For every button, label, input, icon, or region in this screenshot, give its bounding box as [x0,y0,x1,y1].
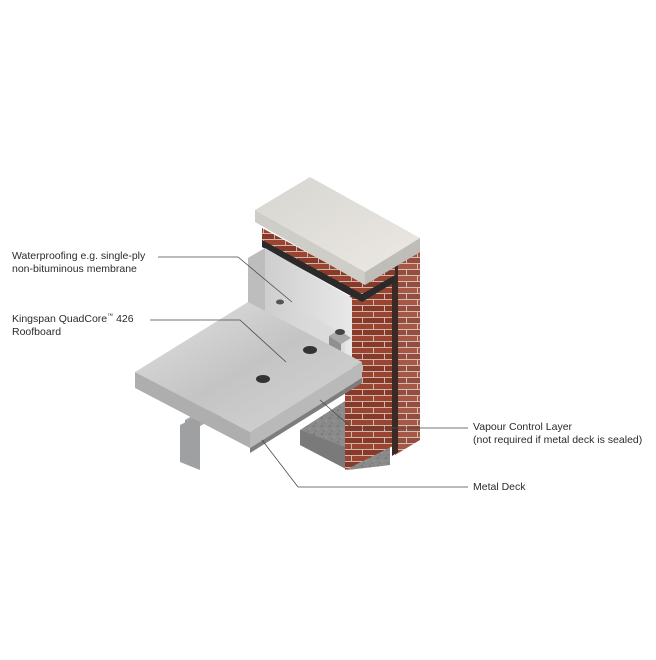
label-vcl-line1: Vapour Control Layer [473,421,573,433]
trademark-mark: ™ [107,313,114,320]
label-vcl [473,421,642,447]
label-deck [473,481,526,494]
label-roofboard-number: 426 [113,313,134,325]
label-vcl-line2: (not required if metal deck is sealed) [473,434,643,446]
label-deck-line1: Metal Deck [473,481,526,493]
brick-wall-outer-face [395,245,420,455]
label-waterproofing [12,250,145,276]
label-waterproofing-line2: non-bituminous membrane [12,263,137,275]
label-roofboard [12,313,134,339]
label-roofboard-line1 [12,313,134,326]
label-waterproofing-line1: Waterproofing e.g. single-ply [12,250,146,262]
deck-end-flange [180,415,200,470]
label-roofboard-line2: Roofboard [12,326,62,338]
label-roofboard-product: Kingspan QuadCore [12,313,108,325]
cavity-dark [392,258,398,456]
